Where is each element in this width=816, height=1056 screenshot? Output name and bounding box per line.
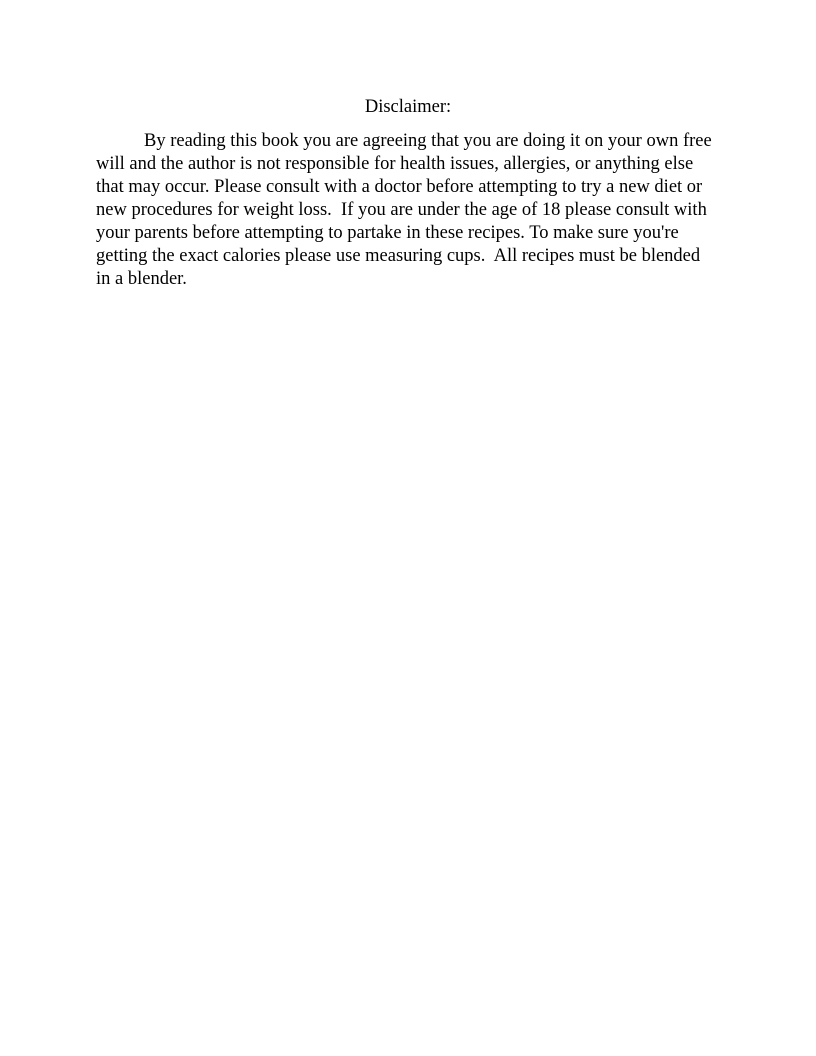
paragraph-line: that may occur. Please consult with a doctor before attempting to try a new diet or (96, 177, 703, 197)
paragraph-line: new procedures for weight loss. If you are under the age of 18 please consult with (96, 200, 707, 220)
paragraph-line: in a blender. (96, 269, 187, 289)
disclaimer-heading: Disclaimer: (364, 97, 452, 117)
paragraph-line: By reading this book you are agreeing that you are doing it on your own free (144, 131, 712, 151)
paragraph-line: will and the author is not responsible for health issues, allergies, or anything else (96, 154, 694, 174)
paragraph-line: getting the exact calories please use measuring cups. All recipes must be blended (96, 246, 701, 266)
disclaimer-paragraph (96, 130, 720, 291)
paragraph-line: your parents before attempting to partake in these recipes. To make sure you're (96, 223, 679, 243)
